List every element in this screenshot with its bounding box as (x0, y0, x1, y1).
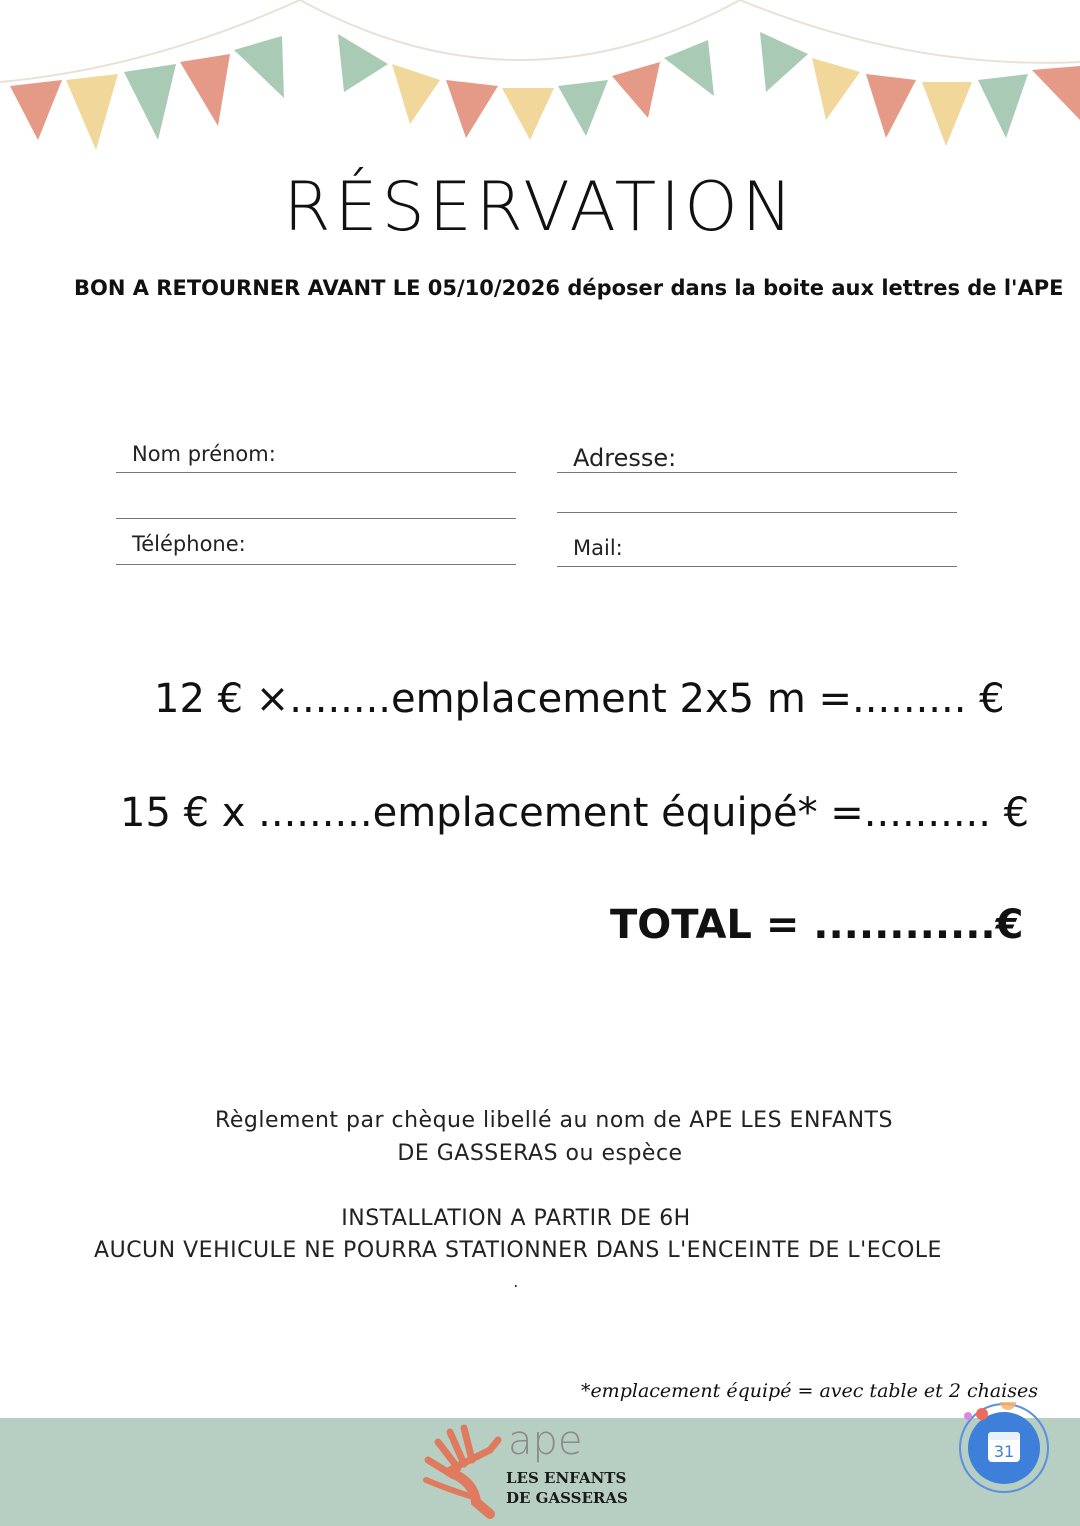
nom-prenom-label: Nom prénom: (132, 442, 276, 466)
telephone-field[interactable] (116, 564, 516, 565)
payment-info-line2: DE GASSERAS ou espèce (397, 1141, 683, 1166)
price-line-standard: 12 € ×........emplacement 2x5 m =......... € (154, 676, 1005, 722)
telephone-label: Téléphone: (132, 532, 246, 556)
calendar-date: 31 (993, 1442, 1015, 1461)
adresse-field[interactable] (557, 472, 957, 473)
logo-ape-text: ape (508, 1418, 583, 1464)
mail-field[interactable] (557, 566, 957, 567)
bunting-decoration (0, 0, 1080, 160)
page-title: RÉSERVATION (283, 168, 797, 247)
adresse-label: Adresse: (573, 444, 677, 472)
trailing-dot: . (513, 1272, 519, 1291)
logo-name-line1: LES ENFANTS (506, 1469, 627, 1487)
nom-prenom-extra-line[interactable] (116, 518, 516, 519)
return-deadline-subtitle: BON A RETOURNER AVANT LE 05/10/2026 déposer dans la boite aux lettres de l'APE (74, 276, 1064, 300)
total-line: TOTAL = ............€ (610, 902, 1024, 948)
adresse-extra-line[interactable] (557, 512, 957, 513)
calendar-fab-button[interactable] (958, 1402, 1050, 1494)
equipped-footnote: *emplacement équipé = avec table et 2 chaises (580, 1380, 1038, 1402)
mail-label: Mail: (573, 536, 623, 560)
nom-prenom-field[interactable] (116, 472, 516, 473)
calendar-icon (958, 1402, 1050, 1494)
price-line-equipped: 15 € x .........emplacement équipé* =.......... € (120, 790, 1030, 836)
logo-name-line2: DE GASSERAS (506, 1489, 628, 1507)
parking-warning: AUCUN VEHICULE NE POURRA STATIONNER DANS L'ENCEINTE DE L'ECOLE (94, 1238, 942, 1263)
logo-name (506, 1468, 628, 1508)
installation-info: INSTALLATION A PARTIR DE 6H (341, 1206, 691, 1231)
payment-info-line1: Règlement par chèque libellé au nom de APE LES ENFANTS (215, 1108, 893, 1133)
